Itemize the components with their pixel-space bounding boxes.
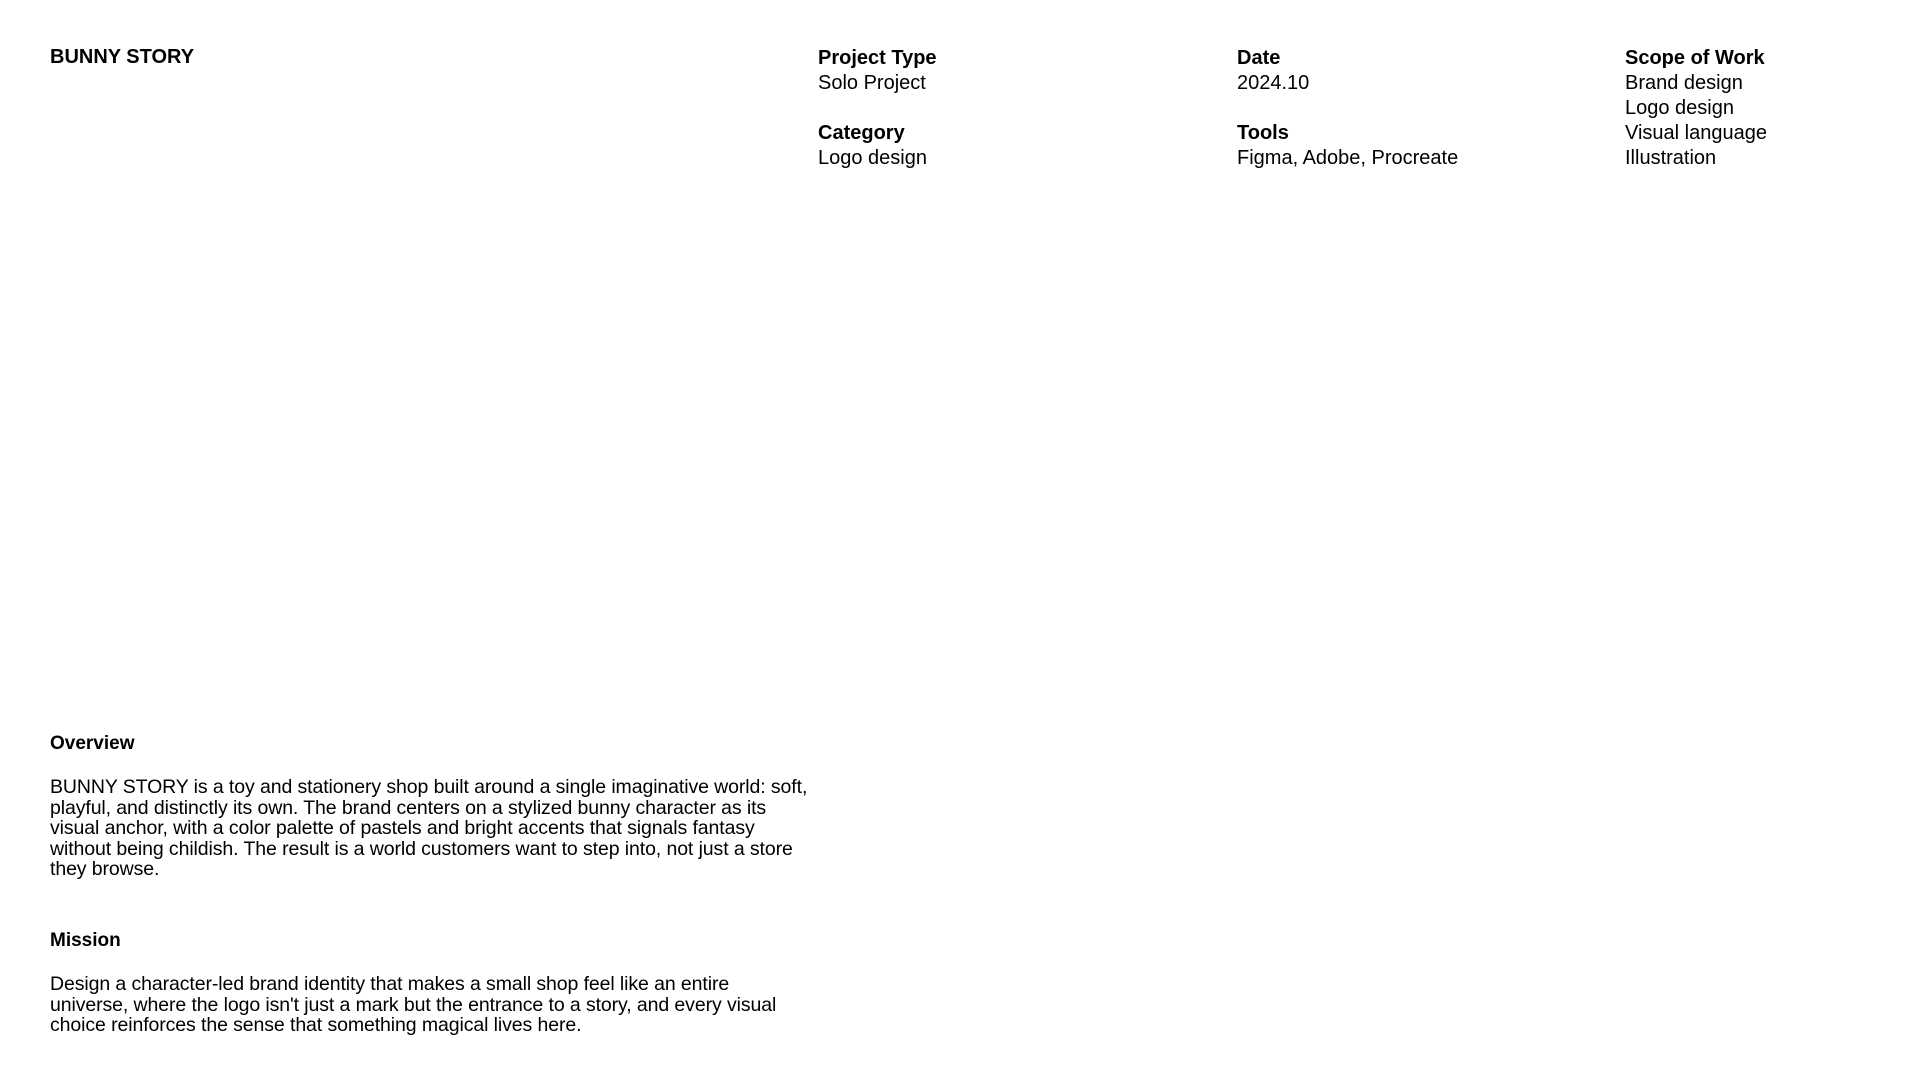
mission-body: Design a character-led brand identity that makes a small shop feel like an entire universe, where the logo isn't just a mark but the entrance to a story, and every visual choice reinforces the sense that something magical lives here. bbox=[50, 973, 777, 1036]
mission-title: Mission bbox=[50, 930, 121, 951]
category-block bbox=[818, 121, 937, 171]
project-type-block bbox=[818, 46, 937, 96]
category-value: Logo design bbox=[818, 147, 927, 169]
scope-item: Brand design bbox=[1625, 72, 1743, 94]
scope-label: Scope of Work bbox=[1625, 47, 1765, 69]
brand-name: BUNNY STORY bbox=[50, 46, 195, 68]
date-value: 2024.10 bbox=[1237, 72, 1310, 94]
scope-block bbox=[1625, 46, 1767, 171]
category-label: Category bbox=[818, 122, 905, 144]
overview-section bbox=[50, 732, 810, 880]
scope-item: Visual language bbox=[1625, 122, 1767, 144]
project-type-label: Project Type bbox=[818, 47, 937, 69]
date-block bbox=[1237, 46, 1458, 96]
tools-label: Tools bbox=[1237, 122, 1289, 144]
meta-column-project bbox=[818, 46, 937, 171]
meta-column-date bbox=[1237, 46, 1458, 171]
overview-body: BUNNY STORY is a toy and stationery shop built around a single imaginative world: soft, playful, and distinctly its own. The brand centers on a stylized bunny character as its visual anchor, with a color palette of pastels and bright accents that signals fantasy without being childish. The result is a world customers want to step into, not just a store they browse. bbox=[50, 776, 808, 880]
scope-item: Logo design bbox=[1625, 97, 1734, 119]
scope-item: Illustration bbox=[1625, 147, 1717, 169]
meta-column-scope bbox=[1625, 46, 1767, 171]
overview-title: Overview bbox=[50, 733, 135, 754]
project-type-value: Solo Project bbox=[818, 72, 926, 94]
tools-block bbox=[1237, 121, 1458, 171]
tools-value: Figma, Adobe, Procreate bbox=[1237, 147, 1459, 169]
date-label: Date bbox=[1237, 47, 1281, 69]
scope-list bbox=[1625, 71, 1767, 171]
mission-section bbox=[50, 929, 810, 1036]
